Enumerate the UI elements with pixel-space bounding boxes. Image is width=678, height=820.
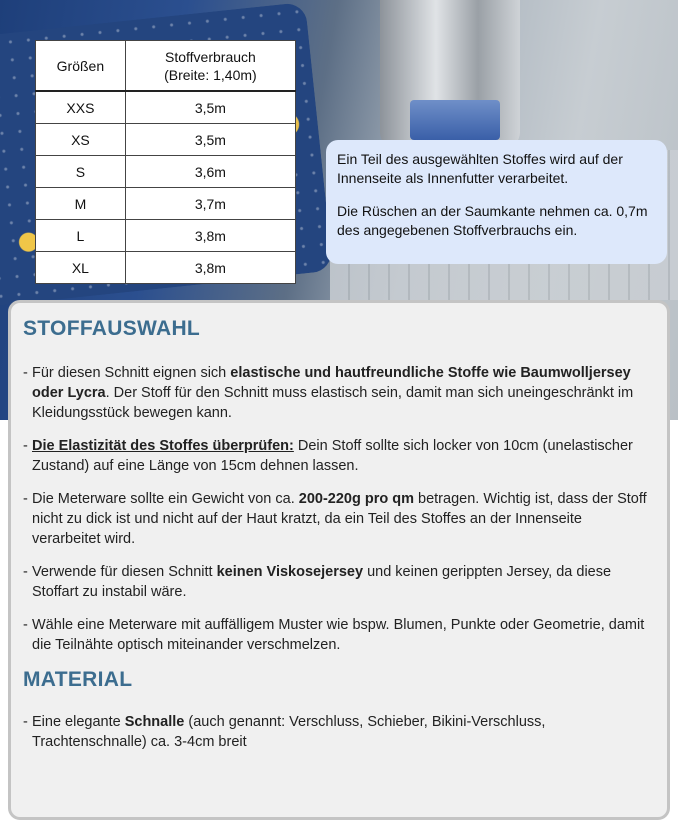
size-cell: XS	[36, 124, 126, 156]
bullet-dash: -	[23, 491, 28, 507]
text-run: betragen. Wichtig ist, dass der Stoff nicht zu dick ist und nicht auf der Haut kratzt, da ein Teil des Stoffes an der Innenseite verarbeitet wird.	[32, 491, 647, 547]
fabric-cell: 3,8m	[125, 252, 295, 284]
bullet-dash: -	[23, 365, 28, 381]
underlined-run: Die Elastizität des Stoffes überprüfen:	[32, 438, 294, 454]
text-run: Für diesen Schnitt eignen sich	[32, 365, 231, 381]
list-item-text	[32, 712, 647, 752]
note-paragraph: Ein Teil des ausgewählten Stoffes wird auf der Innenseite als Innenfutter verarbeitet.	[337, 151, 623, 186]
bullet-dash: -	[23, 564, 28, 580]
list-item	[23, 562, 647, 602]
text-run: (auch genannt: Verschluss, Schieber, Bikini-Verschluss, Trachtenschnalle) ca. 3-4cm breit	[32, 714, 546, 750]
fabric-header	[125, 41, 295, 92]
fabric-cell: 3,5m	[125, 124, 295, 156]
fabric-cell: 3,8m	[125, 220, 295, 252]
size-table	[35, 40, 296, 284]
text-run: Die Meterware sollte ein Gewicht von ca.	[32, 491, 299, 507]
info-note	[326, 140, 667, 264]
stoffauswahl-title: STOFFAUSWAHL	[23, 317, 201, 340]
list-item	[23, 615, 647, 655]
list-item-text	[32, 489, 647, 549]
size-header: Größen	[36, 41, 126, 92]
bold-run: Schnalle	[124, 714, 185, 730]
note-paragraph: Die Rüschen an der Saumkante nehmen ca. 0,7m des angegebenen Stoffverbrauchs ein.	[337, 203, 648, 238]
text-run: und keinen gerippten Jersey, da diese Stoffart zu instabil wäre.	[32, 564, 612, 600]
fabric-header-line2: (Breite: 1,40m)	[164, 66, 257, 83]
list-item	[23, 489, 647, 549]
size-cell: M	[36, 188, 126, 220]
size-cell: XXS	[36, 91, 126, 124]
fabric-header-line1: Stoffverbrauch	[165, 48, 256, 65]
text-run: . Der Stoff für den Schnitt muss elastisch sein, damit man sich uneingeschränkt im Kleidungsstück bewegen kann.	[32, 385, 634, 421]
size-cell: S	[36, 156, 126, 188]
table-row	[36, 156, 296, 188]
list-item-text	[32, 615, 647, 655]
bullet-dash: -	[23, 714, 28, 730]
bullet-dash: -	[23, 617, 28, 633]
size-cell: XL	[36, 252, 126, 284]
text-run: Wähle eine Meterware mit auffälligem Muster wie bspw. Blumen, Punkte oder Geometrie, damit die Teilnähte optisch miteinander verschmelzen.	[32, 617, 645, 653]
list-item	[23, 363, 647, 423]
content-card	[8, 300, 670, 820]
list-item	[23, 436, 647, 476]
table-row	[36, 188, 296, 220]
list-item-text	[32, 363, 647, 423]
fabric-cell: 3,6m	[125, 156, 295, 188]
text-run: Verwende für diesen Schnitt	[32, 564, 217, 580]
list-item-text	[32, 562, 647, 602]
text-run: Dein Stoff sollte sich locker von 10cm (unelastischer Zustand) auf eine Länge von 15cm dehnen lassen.	[32, 438, 633, 474]
text-run: Eine elegante	[32, 714, 125, 730]
fabric-cell: 3,7m	[125, 188, 295, 220]
table-row	[36, 124, 296, 156]
material-title: MATERIAL	[23, 668, 133, 691]
table-row	[36, 220, 296, 252]
list-item	[23, 712, 647, 752]
bold-run: 200-220g pro qm	[298, 491, 414, 507]
bold-run: keinen Viskosejersey	[216, 564, 364, 580]
presser-foot-image	[410, 100, 500, 140]
list-item-text	[32, 436, 647, 476]
table-row	[36, 252, 296, 284]
table-row	[36, 91, 296, 124]
size-cell: L	[36, 220, 126, 252]
bullet-dash: -	[23, 438, 28, 454]
fabric-cell: 3,5m	[125, 91, 295, 124]
size-table-header	[36, 41, 296, 92]
bold-run: elastische und hautfreundliche Stoffe wie Baumwolljersey oder Lycra	[32, 365, 631, 401]
